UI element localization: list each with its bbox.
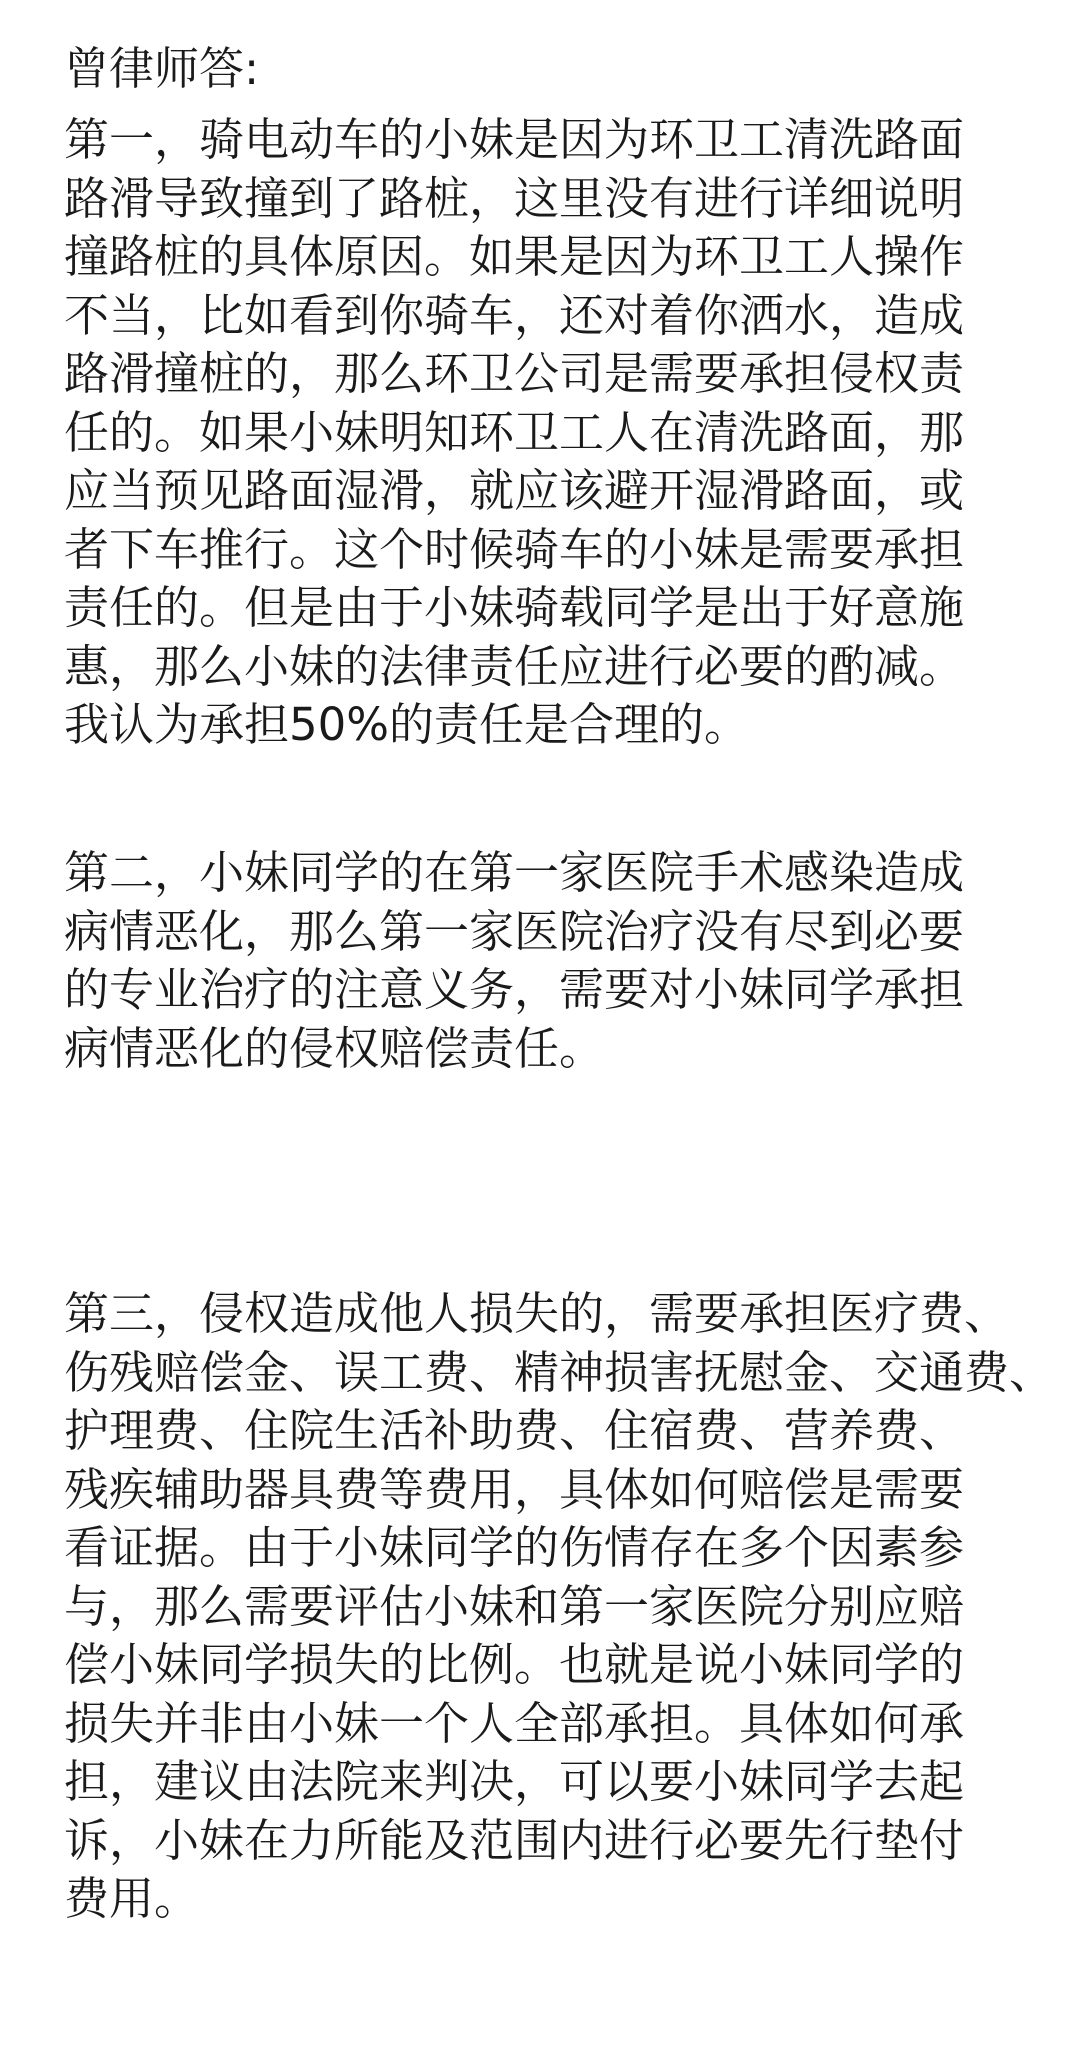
text-line: 与，那么需要评估小妹和第一家医院分别应赔 [64, 1579, 965, 1633]
text-line: 偿小妹同学损失的比例。也就是说小妹同学的 [64, 1638, 965, 1691]
text-line: 的专业治疗的注意义务，需要对小妹同学承担 [64, 963, 965, 1016]
text-line: 担，建议由法院来判决，可以要小妹同学去起 [64, 1755, 965, 1808]
text-line: 者下车推行。这个时候骑车的小妹是需要承担 [64, 522, 965, 576]
text-line: 诉，小妹在力所能及范围内进行必要先行垫付 [64, 1813, 965, 1867]
text-line: 第二，小妹同学的在第一家医院手术感染造成 [64, 846, 965, 899]
text-line: 第一，骑电动车的小妹是因为环卫工清洗路面 [64, 113, 965, 166]
text-line: 看证据。由于小妹同学的伤情存在多个因素参 [64, 1521, 965, 1574]
text-line: 病情恶化的侵权赔偿责任。 [64, 1021, 605, 1075]
text-line: 伤残赔偿金、误工费、精神损害抚慰金、交通费、 [64, 1345, 1055, 1399]
text-line: 第三，侵权造成他人损失的，需要承担医疗费、 [64, 1287, 1010, 1340]
author-heading: 曾律师答: [64, 42, 260, 95]
text-line: 我认为承担50%的责任是合理的。 [64, 698, 750, 751]
text-line: 费用。 [64, 1872, 200, 1925]
text-line: 撞路桩的具体原因。如果是因为环卫工人操作 [64, 230, 965, 283]
text-line: 惠，那么小妹的法律责任应进行必要的酌减。 [64, 639, 965, 693]
text-line: 护理费、住院生活补助费、住宿费、营养费、 [64, 1404, 965, 1457]
text-line: 病情恶化，那么第一家医院治疗没有尽到必要 [64, 904, 965, 958]
text-line: 应当预见路面湿滑，就应该避开湿滑路面，或 [64, 464, 965, 517]
text-line: 责任的。但是由于小妹骑载同学是出于好意施 [64, 581, 965, 634]
text-line: 路滑导致撞到了路桩，这里没有进行详细说明 [64, 171, 965, 225]
text-line: 损失并非由小妹一个人全部承担。具体如何承 [64, 1696, 965, 1750]
text-line: 任的。如果小妹明知环卫工人在清洗路面，那 [64, 405, 965, 459]
text-line: 不当，比如看到你骑车，还对着你洒水，造成 [64, 288, 965, 342]
text-line: 残疾辅助器具费等费用，具体如何赔偿是需要 [64, 1462, 965, 1516]
text-line: 路滑撞桩的，那么环卫公司是需要承担侵权责 [64, 347, 965, 400]
